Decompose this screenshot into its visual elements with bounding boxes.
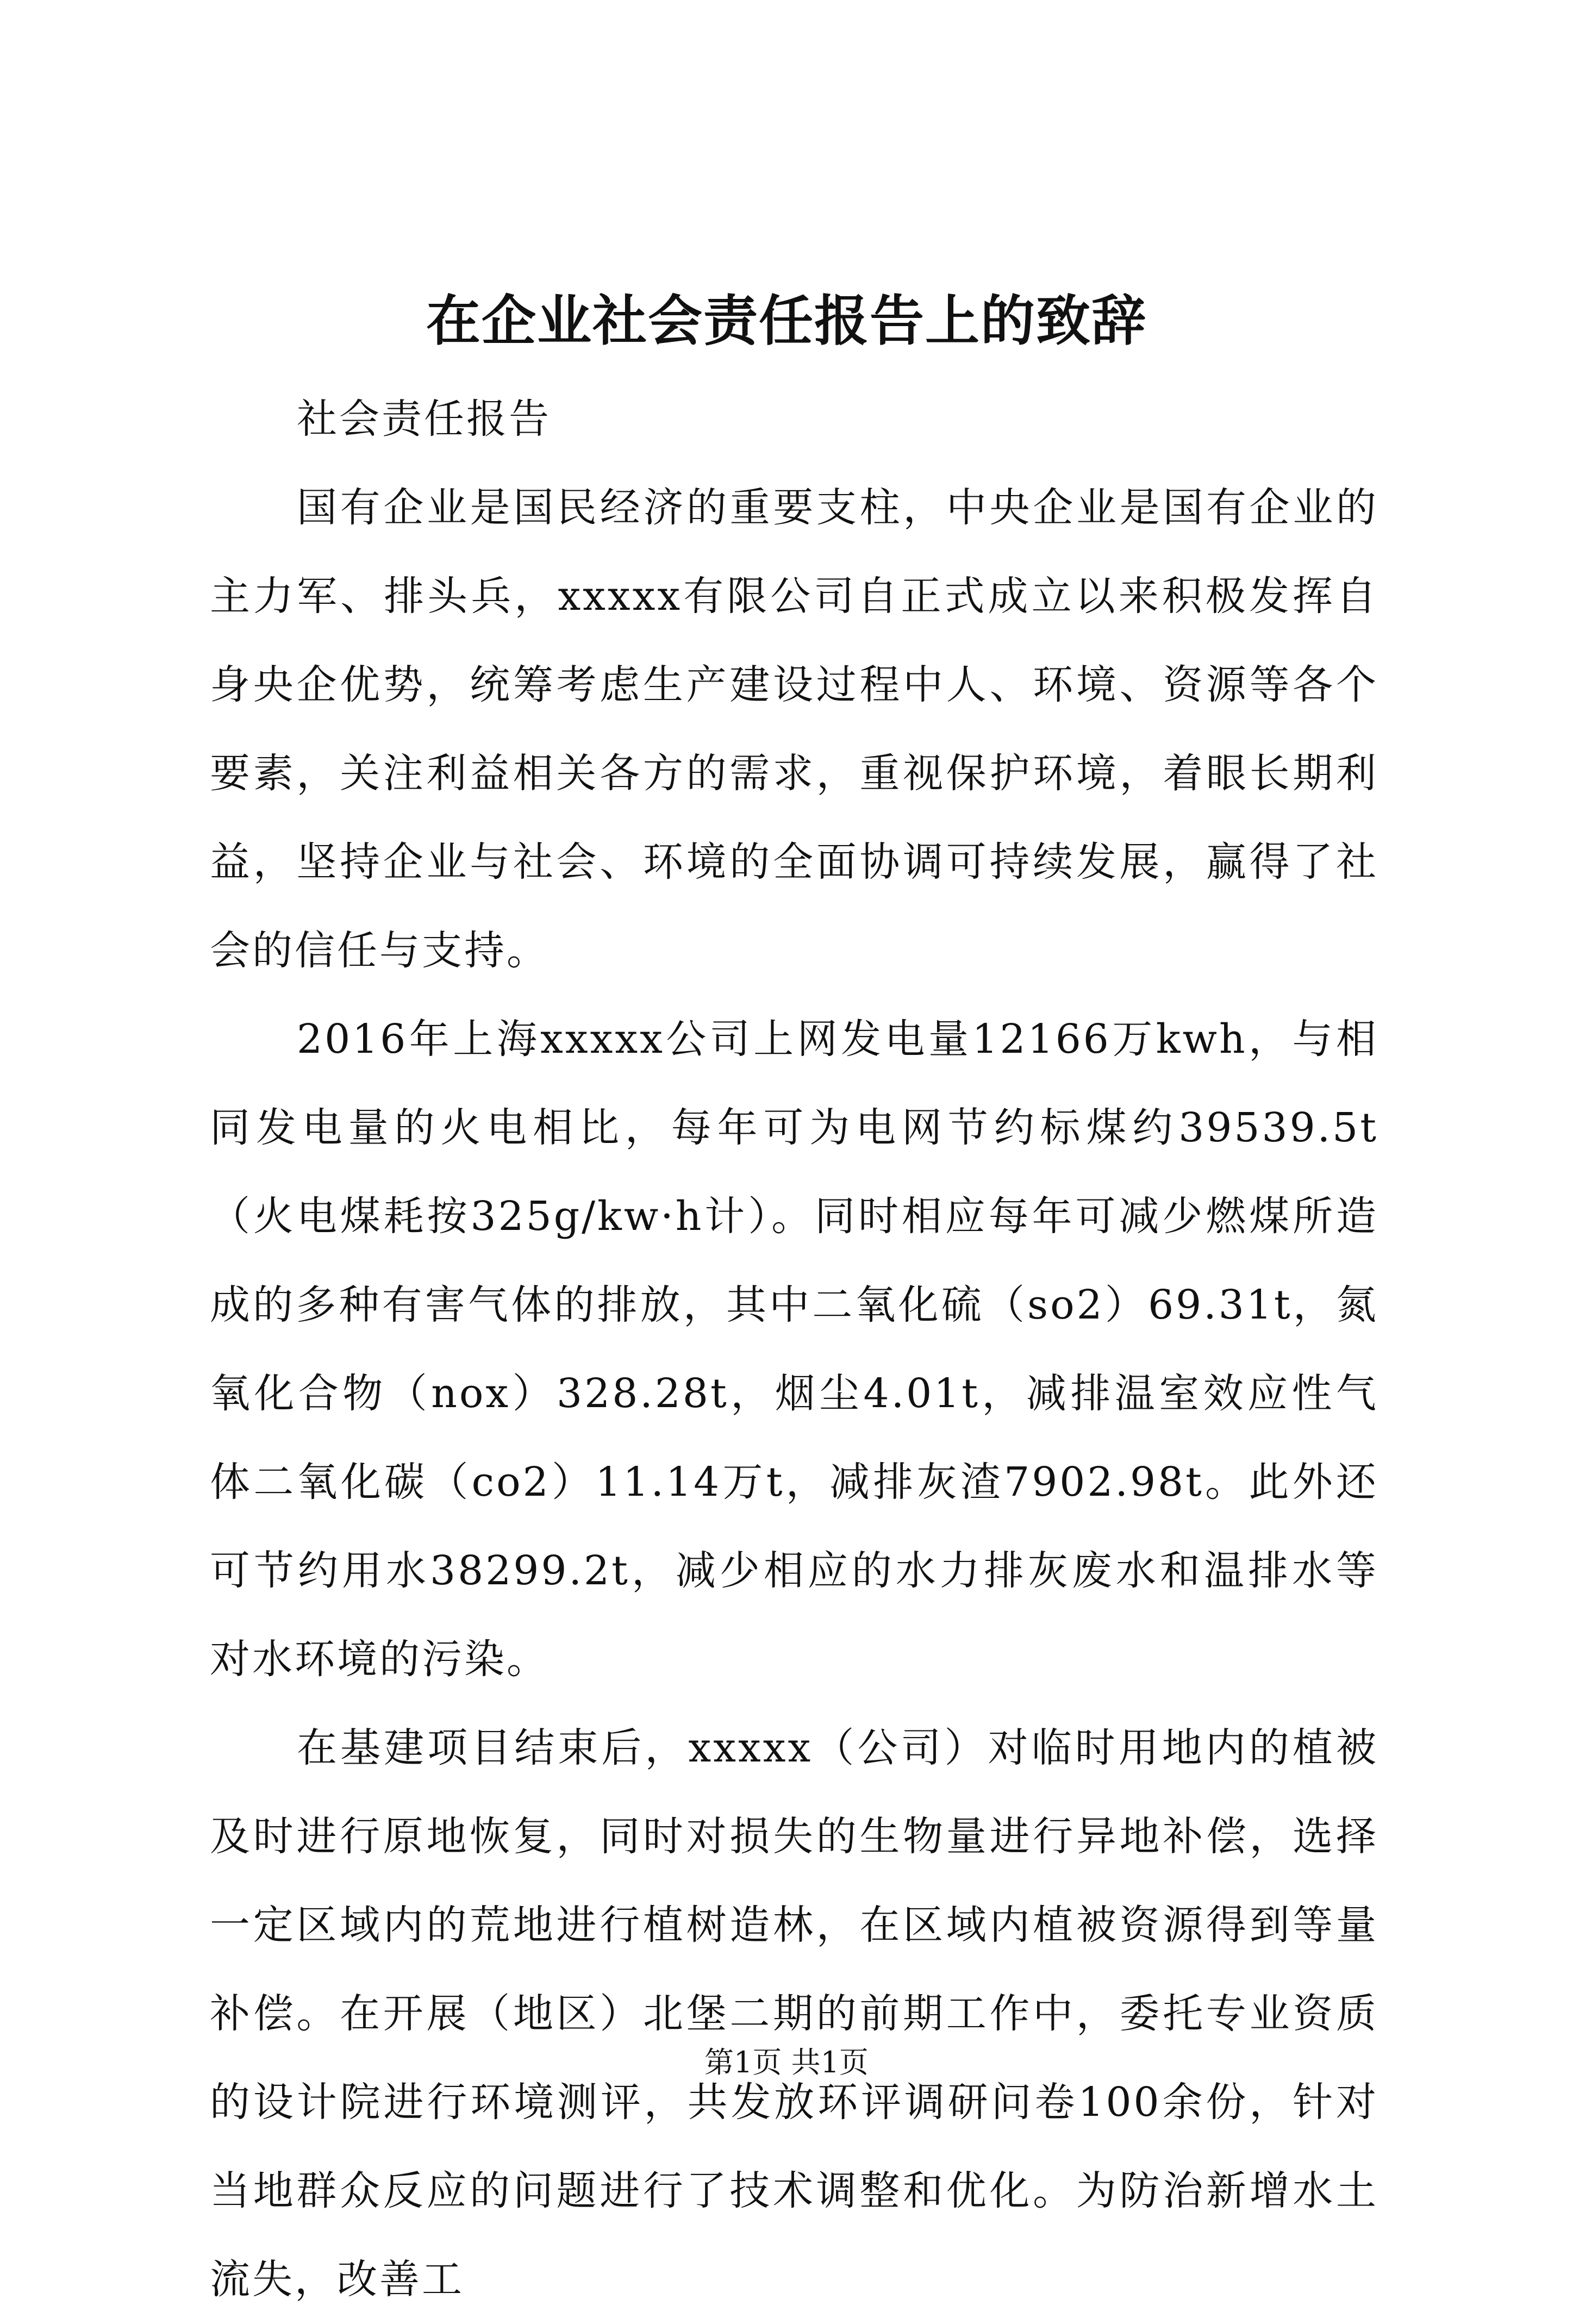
document-body xyxy=(210,375,1378,2324)
paragraph-subtitle: 社会责任报告 xyxy=(297,396,551,442)
document-title: 在企业社会责任报告上的致辞 xyxy=(426,289,1147,353)
paragraph-emissions: 2016年上海xxxxx公司上网发电量12166万kwh，与相同发电量的火电相比，每年可为电网节约标煤约39539.5t（火电煤耗按325g/kw·h计）。同时相应每年可减少燃煤所造成的多种有害气体的排放，其中二氧化硫（so2）69.31t，氮氧化合物（nox）328.28t，烟尘4.01t，减排温室效应性气体二氧化碳（co2）11.14万t，减排灰渣7902.98t。此外还可节约用水38299.2t，减少相应的水力排灰废水和温排水等对水环境的污染。 xyxy=(210,1016,1378,1683)
paragraph-environment: 在基建项目结束后，xxxxx（公司）对临时用地内的植被及时进行原地恢复，同时对损失的生物量进行异地补偿，选择一定区域内的荒地进行植树造林，在区域内植被资源得到等量补偿。在开展（地区）北堡二期的前期工作中，委托专业资质的设计院进行环境测评，共发放环评调研问卷100余份，针对当地群众反应的问题进行了技术调整和优化。为防治新增水土流失，改善工 xyxy=(210,1725,1378,2303)
page-footer: 第1页 共1页 xyxy=(704,2045,869,2079)
paragraph-intro: 国有企业是国民经济的重要支柱，中央企业是国有企业的主力军、排头兵，xxxxx有限公司自正式成立以来积极发挥自身央企优势，统筹考虑生产建设过程中人、环境、资源等各个要素，关注利益相关各方的需求，重视保护环境，着眼长期利益，坚持企业与社会、环境的全面协调可持续发展，赢得了社会的信任与支持。 xyxy=(210,484,1378,974)
